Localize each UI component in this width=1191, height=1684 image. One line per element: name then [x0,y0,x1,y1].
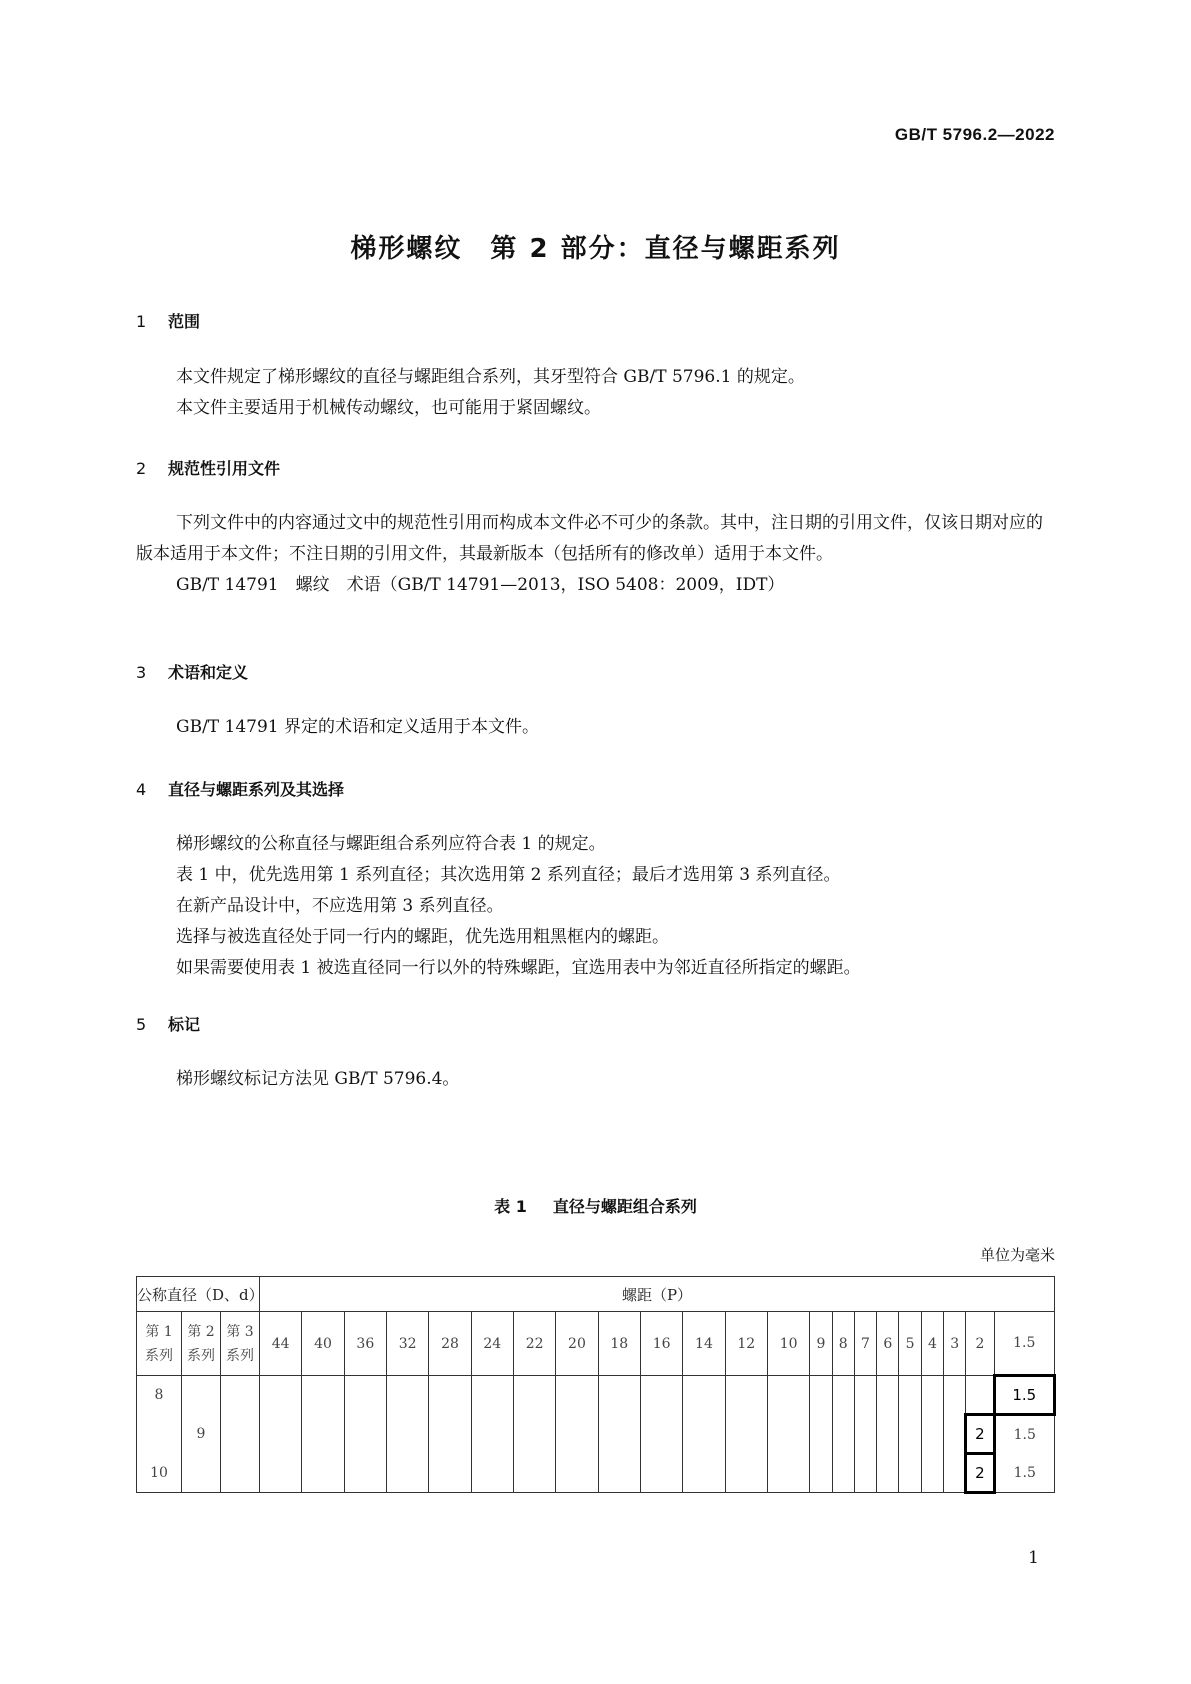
pitch-cell [877,1376,899,1415]
paragraph: 如果需要使用表 1 被选直径同一行以外的特殊螺距，宜选用表中为邻近直径所指定的螺距。 [176,958,861,978]
table-caption [0,1194,1191,1217]
diameter-cell: 10 [137,1454,182,1493]
pitch-cell: 1.5 [994,1454,1054,1493]
pitch-cell [810,1376,832,1415]
pitch-cell [386,1376,428,1415]
pitch-column-header: 20 [556,1312,598,1376]
standard-number: GB/T 5796.2—2022 [894,125,1055,144]
pitch-cell [344,1376,386,1415]
pitch-column-header: 28 [429,1312,471,1376]
pitch-column-header: 10 [767,1312,809,1376]
pitch-cell [832,1454,854,1493]
pitch-cell [921,1415,943,1454]
pitch-cell [471,1454,513,1493]
pitch-cell [767,1376,809,1415]
pitch-cell [966,1376,994,1415]
pitch-cell [302,1454,344,1493]
section-number: 2 [136,459,147,478]
diameter-cell [221,1376,260,1415]
pitch-cell [471,1415,513,1454]
pitch-column-header: 12 [725,1312,767,1376]
pitch-column-header: 44 [260,1312,302,1376]
pitch-cell [640,1415,682,1454]
section-5-heading [136,1012,200,1035]
pitch-cell [877,1415,899,1454]
pitch-cell [832,1415,854,1454]
paragraph: 表 1 中，优先选用第 1 系列直径；其次选用第 2 系列直径；最后才选用第 3 系列直径。 [176,865,841,885]
pitch-cell [944,1376,966,1415]
pitch-column-header: 4 [921,1312,943,1376]
pitch-cell [921,1376,943,1415]
paragraph: 梯形螺纹标记方法见 GB/T 5796.4。 [176,1069,460,1089]
paragraph: GB/T 14791 界定的术语和定义适用于本文件。 [176,717,540,737]
pitch-cell [944,1415,966,1454]
pitch-cell [810,1454,832,1493]
pitch-cell [344,1415,386,1454]
section-4-heading [136,777,344,800]
section-2-heading [136,456,280,479]
table-number: 表 1 [494,1197,527,1216]
pitch-cell [810,1415,832,1454]
pitch-cell: 2 [966,1415,994,1454]
pitch-cell [386,1454,428,1493]
pitch-cell [556,1415,598,1454]
paragraph: 本文件主要适用于机械传动螺纹，也可能用于紧固螺纹。 [176,398,601,418]
pitch-cell [260,1415,302,1454]
header-row [137,1312,1055,1376]
pitch-column-header: 5 [899,1312,921,1376]
pitch-cell [921,1454,943,1493]
diameter-header: 公称直径（D、d） [137,1277,260,1312]
pitch-cell [386,1415,428,1454]
pitch-cell [598,1415,640,1454]
diameter-cell: 9 [182,1415,221,1454]
pitch-cell [877,1454,899,1493]
pitch-column-header: 3 [944,1312,966,1376]
pitch-cell [640,1376,682,1415]
page-number: 1 [1028,1548,1039,1568]
pitch-header: 螺距（P） [260,1277,1055,1312]
pitch-cell [832,1376,854,1415]
pitch-column-header: 6 [877,1312,899,1376]
pitch-cell [260,1376,302,1415]
diameter-cell [137,1415,182,1454]
pitch-cell [899,1415,921,1454]
pitch-column-header: 14 [683,1312,725,1376]
pitch-cell [854,1415,876,1454]
pitch-column-header: 9 [810,1312,832,1376]
paragraph: 梯形螺纹的公称直径与螺距组合系列应符合表 1 的规定。 [176,834,606,854]
pitch-column-header: 32 [386,1312,428,1376]
pitch-cell [767,1415,809,1454]
pitch-cell [598,1376,640,1415]
section-title: 范围 [168,312,201,331]
pitch-cell [344,1454,386,1493]
pitch-column-header: 18 [598,1312,640,1376]
pitch-cell: 1.5 [994,1415,1054,1454]
pitch-cell [683,1376,725,1415]
pitch-cell [429,1454,471,1493]
section-2-body [136,508,1054,601]
pitch-column-header: 22 [513,1312,555,1376]
series-3-header: 第 3 系列 [221,1312,260,1376]
pitch-cell [556,1376,598,1415]
pitch-column-header: 40 [302,1312,344,1376]
section-3-heading [136,660,248,683]
pitch-column-header: 1.5 [994,1312,1054,1376]
pitch-cell [899,1376,921,1415]
pitch-cell [725,1376,767,1415]
pitch-column-header: 36 [344,1312,386,1376]
pitch-cell [429,1376,471,1415]
diameter-cell [182,1454,221,1493]
section-title: 规范性引用文件 [168,459,281,478]
pitch-cell [725,1415,767,1454]
pitch-cell [302,1415,344,1454]
pitch-column-header: 2 [966,1312,994,1376]
table-row [137,1415,1055,1454]
paragraph: 本文件规定了梯形螺纹的直径与螺距组合系列，其牙型符合 GB/T 5796.1 的规定。 [176,367,805,387]
pitch-cell [513,1454,555,1493]
pitch-column-header: 8 [832,1312,854,1376]
unit-note: 单位为毫米 [979,1246,1055,1264]
pitch-cell [471,1376,513,1415]
section-3-body [136,712,1054,743]
pitch-column-header: 24 [471,1312,513,1376]
pitch-cell [944,1454,966,1493]
pitch-cell: 2 [966,1454,994,1493]
section-4-body [136,829,1054,984]
pitch-cell [429,1415,471,1454]
series-1-header: 第 1 系列 [137,1312,182,1376]
pitch-cell [854,1376,876,1415]
pitch-cell [260,1454,302,1493]
diameter-pitch-table [136,1276,1056,1494]
pitch-cell [513,1376,555,1415]
pitch-cell [899,1454,921,1493]
pitch-cell [725,1454,767,1493]
pitch-column-header: 16 [640,1312,682,1376]
section-1-body [136,362,1054,424]
pitch-cell [683,1454,725,1493]
pitch-cell [598,1454,640,1493]
pitch-cell [640,1454,682,1493]
paragraph: 下列文件中的内容通过文中的规范性引用而构成本文件必不可少的条款。其中，注日期的引用文件，仅该日期对应的版本适用于本文件；不注日期的引用文件，其最新版本（包括所有的修改单）适用于本文件。 [136,513,1043,564]
diameter-cell [182,1376,221,1415]
reference-entry: GB/T 14791 螺纹 术语（GB/T 14791—2013，ISO 5408：2009，IDT） [176,575,785,595]
pitch-column-header: 7 [854,1312,876,1376]
pitch-cell [513,1415,555,1454]
diameter-cell [221,1415,260,1454]
table-row [137,1454,1055,1493]
section-number: 3 [136,663,147,682]
section-title: 直径与螺距系列及其选择 [168,780,345,799]
pitch-cell [683,1415,725,1454]
series-2-header: 第 2 系列 [182,1312,221,1376]
section-title: 标记 [168,1015,201,1034]
diameter-cell [221,1454,260,1493]
pitch-cell [854,1454,876,1493]
paragraph: 在新产品设计中，不应选用第 3 系列直径。 [176,896,504,916]
section-1-heading [136,309,200,332]
pitch-cell [302,1376,344,1415]
pitch-cell [767,1454,809,1493]
document-title: 梯形螺纹 第 2 部分：直径与螺距系列 [350,234,841,264]
section-number: 1 [136,312,147,331]
diameter-cell: 8 [137,1376,182,1415]
section-number: 5 [136,1015,147,1034]
section-number: 4 [136,780,147,799]
table-row [137,1376,1055,1415]
section-5-body [136,1064,1054,1095]
section-title: 术语和定义 [168,663,249,682]
pitch-cell [556,1454,598,1493]
pitch-cell: 1.5 [994,1376,1054,1415]
table-title: 直径与螺距组合系列 [552,1197,697,1216]
paragraph: 选择与被选直径处于同一行内的螺距，优先选用粗黑框内的螺距。 [176,927,669,947]
